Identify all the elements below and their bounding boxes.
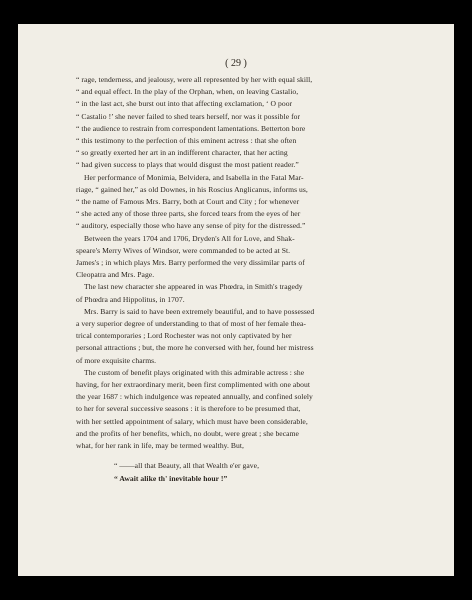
paragraph-start-line: The last new character she appeared in was Phœdra, in Smith's tragedy	[84, 282, 303, 292]
text-line: what, for her rank in life, may be termed wealthy. But,	[76, 441, 244, 451]
text-line: “ the name of Famous Mrs. Barry, both at Court and City ; for whenever	[76, 197, 300, 207]
text-line: “ she acted any of those three parts, she forced tears from the eyes of her	[76, 209, 301, 219]
paragraph-start-line: Between the years 1704 and 1706, Dryden's All for Love, and Shak-	[84, 233, 295, 243]
text-line: and the profits of her benefits, which, no doubt, were great ; she became	[76, 428, 299, 438]
body-text	[76, 74, 406, 485]
text-line: a very superior degree of understanding to that of most of her female thea-	[76, 319, 307, 329]
text-line: personal attractions ; but, the more he conversed with her, found her mistress	[76, 343, 314, 353]
text-line: “ in the last act, she burst out into that affecting exclamation, ‘ O poor	[76, 99, 293, 109]
text-line: “ and equal effect. In the play of the Orphan, when, on leaving Castalio,	[76, 87, 299, 97]
paragraph-start-line: Mrs. Barry is said to have been extremely beautiful, and to have possessed	[84, 306, 315, 316]
text-line: riage, “ gained her,” as old Downes, in his Roscius Anglicanus, informs us,	[76, 184, 308, 194]
verse-spacer	[76, 452, 406, 460]
text-line: with her settled appointment of salary, which must have been considerable,	[76, 416, 308, 426]
text-line: “ so greatly exerted her art in an indifferent character, that her acting	[76, 148, 288, 158]
text-line: of more exquisite charms.	[76, 355, 157, 365]
text-line: to her for several successive seasons : it is therefore to be presumed that,	[76, 404, 301, 414]
text-line: Cleopatra and Mrs. Page.	[76, 270, 155, 280]
text-line: “ this testimony to the perfection of this eminent actress : that she often	[76, 136, 297, 146]
book-page	[18, 24, 454, 576]
text-line: “ the audience to restrain from correspondent lamentations. Betterton bore	[76, 123, 306, 133]
page-number: ( 29 )	[225, 58, 247, 69]
text-line: speare's Merry Wives of Windsor, were commanded to be acted at St.	[76, 245, 291, 255]
text-line: having, for her extraordinary merit, been first complimented with one about	[76, 380, 311, 390]
text-line: “ had given success to plays that would disgust the most patient reader.”	[76, 160, 299, 170]
paragraph-start-line: Her performance of Monimia, Belvidera, and Isabella in the Fatal Mar-	[84, 172, 304, 182]
text-line: trical contemporaries ; Lord Rochester was not only captivated by her	[76, 331, 292, 341]
text-line: “ auditory, especially those who have any sense of pity for the distressed.”	[76, 221, 306, 231]
text-line: James's ; in which plays Mrs. Barry performed the very dissimilar parts of	[76, 258, 305, 268]
text-line: the year 1687 : which indulgence was repeated annually, and confined solely	[76, 392, 313, 402]
verse-line: “ ——all that Beauty, all that Wealth e'er gave,	[114, 461, 260, 471]
text-line: “ rage, tenderness, and jealousy, were all represented by her with equal skill,	[76, 75, 313, 84]
verse-line: “ Await alike th' inevitable hour !”	[114, 473, 228, 483]
text-line: “ Castalio !’ she never failed to shed tears herself, nor was it possible for	[76, 111, 301, 121]
text-line: of Phœdra and Hippolitus, in 1707.	[76, 294, 185, 304]
paragraph-start-line: The custom of benefit plays originated with this admirable actress : she	[84, 367, 305, 377]
